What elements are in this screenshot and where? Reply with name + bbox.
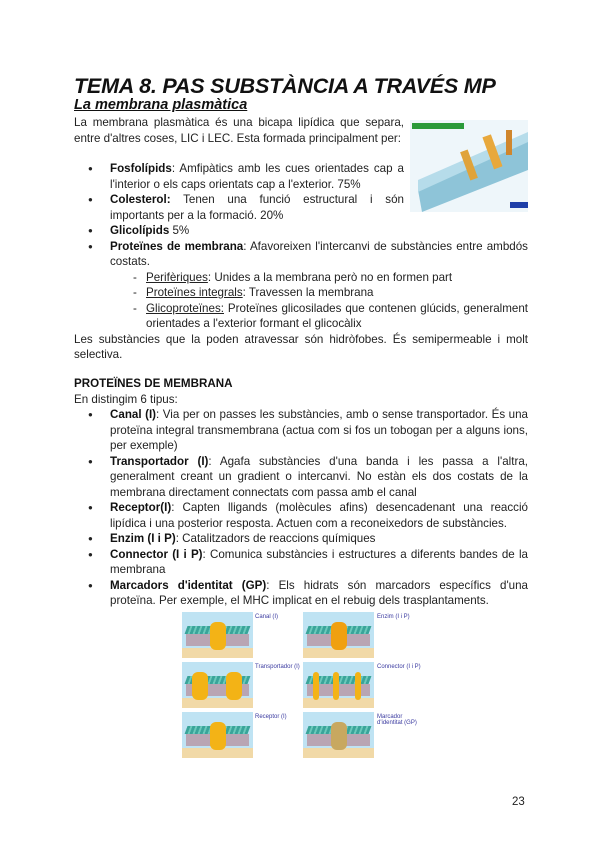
section1-body (74, 161, 528, 363)
figure-label: Transportador (I) (255, 664, 300, 670)
item-term: Proteïnes integrals (146, 286, 243, 299)
canal-panel (182, 612, 253, 658)
item-term: Glicolípids (110, 224, 170, 237)
item-text: : Amfipàtics amb les cues orientades cap a l'interior o els caps orientats cap a l'exterior. 75% (110, 162, 404, 191)
item-text: Proteïnes glicosilades que contenen glúcids, generalment orientades a l'exterior formant el glicocàlix (146, 301, 528, 330)
marcador-panel (303, 712, 374, 758)
item-term: Receptor(I) (110, 501, 172, 514)
item-text: : Via per on passes les substàncies, amb o sense transportador. És una proteïna integral transmembrana (actua com si fos un tobogan per a alguns ions, per exemple) (110, 408, 528, 452)
intro-paragraph: La membrana plasmàtica és una bicapa lipídica que separa, entre d'altres coses, LIC i LEC. Esta formada principalment per: (74, 116, 404, 145)
list-item (74, 547, 528, 578)
sub-item (74, 270, 528, 286)
sub-item (74, 285, 528, 301)
list-item (74, 161, 404, 192)
item-term: Fosfolípids (110, 162, 172, 175)
sub-item (74, 301, 528, 332)
item-term: Transportador (I) (110, 454, 209, 468)
section-heading-proteines: PROTEÏNES DE MEMBRANA (74, 377, 233, 390)
list-item (74, 500, 528, 531)
figure-label: Canal (I) (255, 614, 279, 620)
section-heading-membrana: La membrana plasmàtica (74, 97, 248, 113)
connector-panel (303, 662, 374, 708)
item-text: : Agafa substàncies d'una banda i les passa a l'altra, generalment creant un gradient o intercanvi. No estàn els dos costats de la membrana directament connectats com passa amb el canal (110, 454, 528, 499)
list-item (74, 531, 528, 547)
item-term: Proteïnes de membrana (110, 239, 244, 253)
receptor-panel (182, 712, 253, 758)
section2-intro: En distingim 6 tipus: (74, 392, 178, 406)
item-term: Perifèriques (146, 270, 208, 284)
item-text: 5% (169, 224, 190, 237)
item-text: : Capten lligands (molècules afins) desencadenant una reacció lipídica i una posterior resposta. Actuen com a reconeixedors de substàncies. (110, 501, 528, 530)
list-item (74, 192, 404, 223)
item-text: Tenen una funció estructural i són importants per a la formació. 20% (110, 193, 404, 222)
transportador-panel (182, 662, 253, 708)
section1-intro (74, 115, 404, 146)
item-term: Colesterol: (110, 193, 171, 206)
item-term: Marcadors d'identitat (GP) (110, 578, 267, 592)
section2 (74, 376, 528, 609)
list-item (74, 239, 528, 270)
figure-label: Enzim (I i P) (377, 614, 410, 620)
list-item (74, 223, 528, 239)
item-text: : Els hidrats són marcadors específics d'una proteïna. Per exemple, el MHC implicat en el rebuig dels trasplantaments. (110, 578, 528, 607)
item-term: Connector (I i P) (110, 547, 203, 561)
item-text: : Afavoreixen l'intercanvi de substàncies entre ambdós costats. (110, 239, 528, 268)
item-text: : Catalitzadors de reaccions químiques (175, 532, 376, 545)
composition-list (74, 161, 528, 332)
item-term: Canal (I) (110, 408, 157, 421)
figure-label: Connector (I i P) (377, 664, 421, 670)
item-text: : Unides a la membrana però no en formen part (207, 270, 453, 284)
page-title: TEMA 8. PAS SUBSTÀNCIA A TRAVÉS MP (74, 74, 496, 98)
item-term: Enzim (I i P) (110, 532, 176, 545)
protein-types-list (74, 407, 528, 609)
page-number: 23 (512, 796, 525, 808)
list-item (74, 454, 528, 501)
item-term: Glicoproteïnes: (146, 301, 224, 315)
item-text: : Comunica substàncies i estructures a diferents bandes de la membrana (110, 547, 528, 576)
figure-label: Receptor (I) (255, 714, 287, 720)
enzim-panel (303, 612, 374, 658)
item-text: : Travessen la membrana (242, 286, 374, 299)
list-item (74, 407, 528, 454)
figure-label: Marcador d'identitat (GP) (377, 714, 417, 726)
list-item (74, 578, 528, 609)
closing-paragraph: Les substàncies que la poden atravessar són hidròfobes. És semipermeable i molt selectiva. (74, 332, 528, 361)
